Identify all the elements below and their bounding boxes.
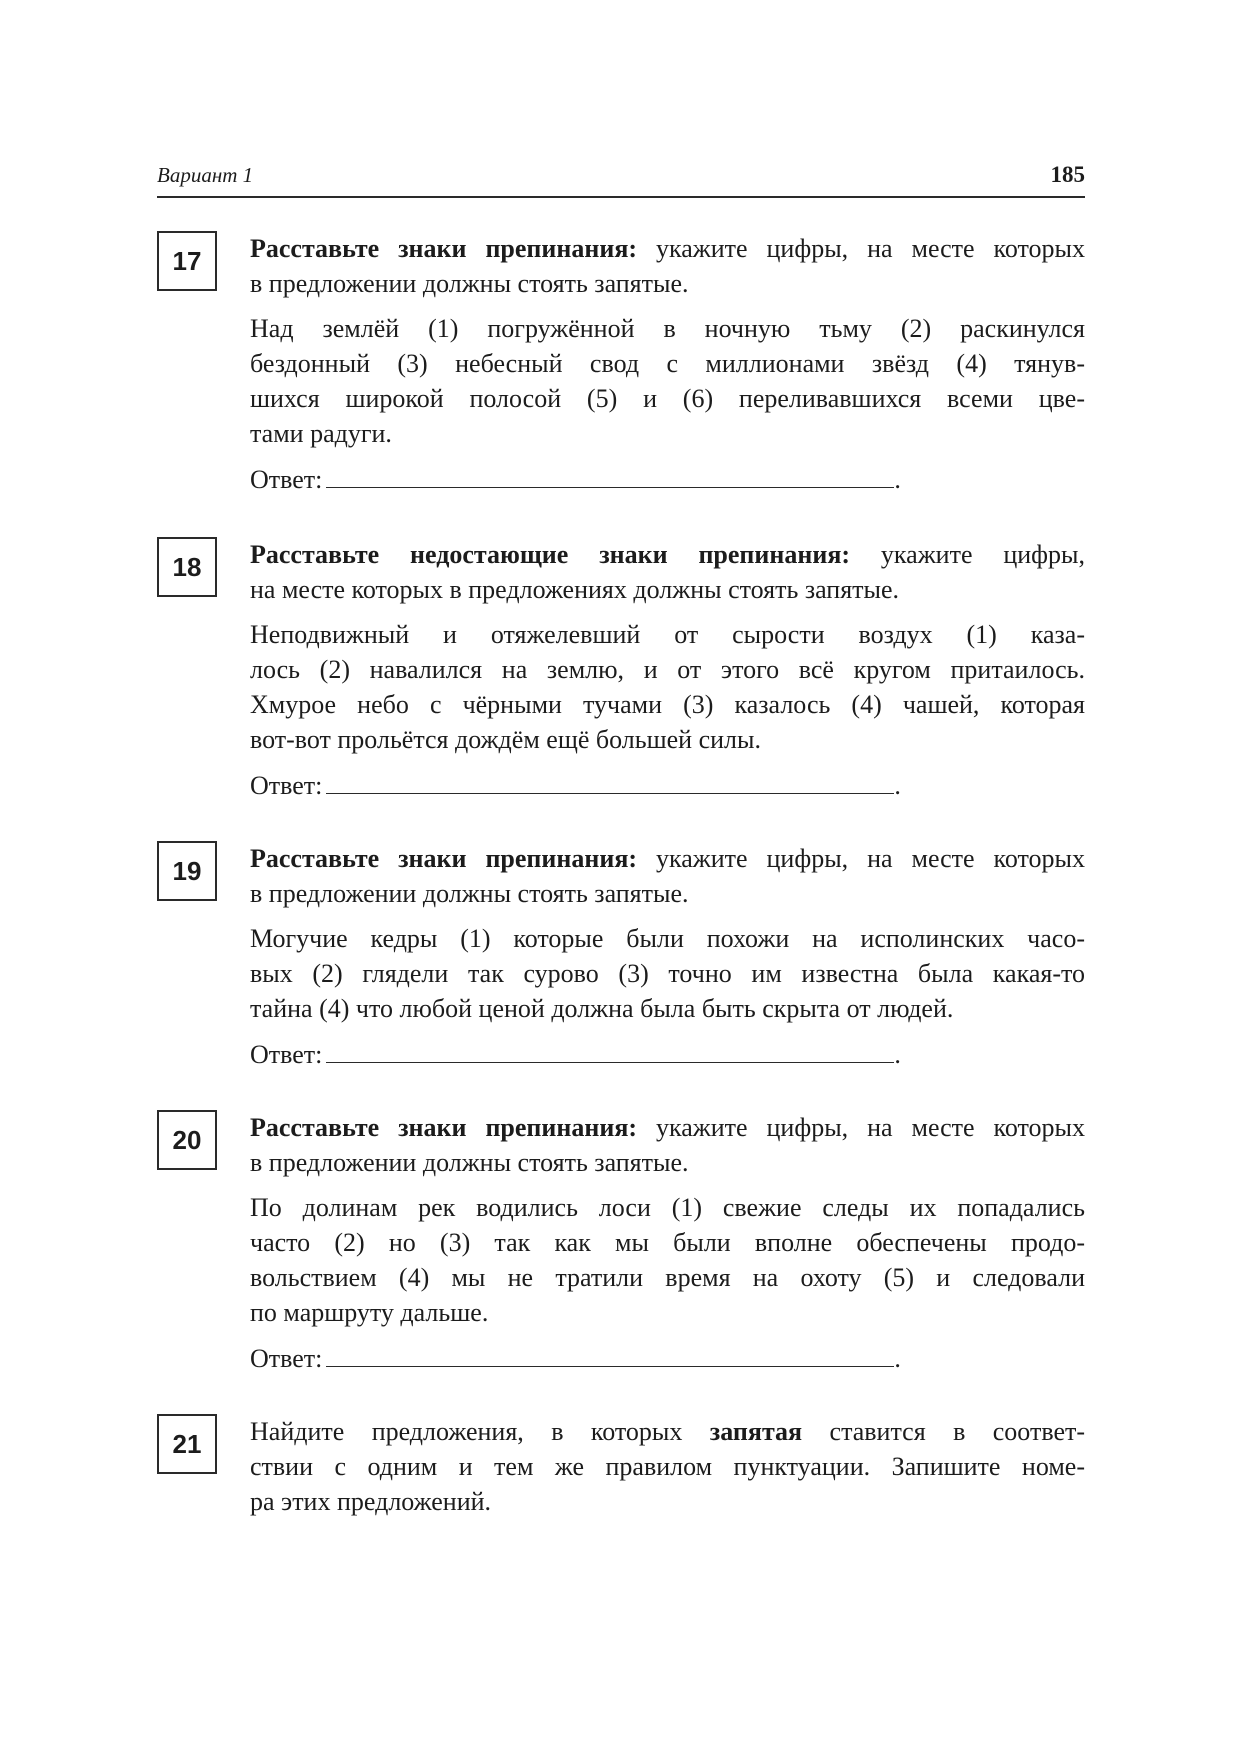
answer-field[interactable] bbox=[326, 1340, 894, 1367]
sentence-line: по маршруту дальше. bbox=[250, 1298, 489, 1327]
sentence-line: лось (2) навалился на землю, и от этого всё кругом притаилось. bbox=[250, 655, 1085, 684]
instruction-text: в предложении должны стоять запятые. bbox=[250, 269, 689, 298]
answer-label: Ответ: bbox=[250, 465, 323, 494]
task-number-box: 17 bbox=[157, 231, 217, 291]
task-body bbox=[250, 1414, 1085, 1529]
answer-field[interactable] bbox=[326, 461, 894, 488]
sentence-line: бездонный (3) небесный свод с миллионами звёзд (4) тянув- bbox=[250, 349, 1085, 378]
instruction-text: ствии с одним и тем же правилом пунктуации. Запишите номе- bbox=[250, 1452, 1085, 1481]
instruction-bold: запятая bbox=[709, 1417, 803, 1446]
answer-label: Ответ: bbox=[250, 1040, 323, 1069]
sentence-line: вых (2) глядели так сурово (3) точно им известна была какая-то bbox=[250, 959, 1085, 988]
sentence-line: тайна (4) что любой ценой должна была быть скрыта от людей. bbox=[250, 994, 954, 1023]
sentence-line: часто (2) но (3) так как мы были вполне обеспечены продо- bbox=[250, 1228, 1085, 1257]
task-body bbox=[250, 1110, 1085, 1375]
task-sentence bbox=[250, 311, 1085, 451]
task-number-box: 20 bbox=[157, 1110, 217, 1170]
answer-row bbox=[250, 767, 1085, 802]
instruction-bold: Расставьте знаки препинания: bbox=[250, 234, 638, 263]
task-instruction bbox=[250, 537, 1085, 607]
instruction-bold: Расставьте знаки препинания: bbox=[250, 844, 638, 873]
instruction-text: укажите цифры, на месте которых bbox=[637, 234, 1085, 263]
sentence-line: Над землёй (1) погружённой в ночную тьму (2) раскинулся bbox=[250, 314, 1085, 343]
task-body bbox=[250, 537, 1085, 802]
page-header bbox=[157, 160, 1085, 198]
sentence-line: Хмурое небо с чёрными тучами (3) казалось (4) чашей, которая bbox=[250, 690, 1085, 719]
task-body bbox=[250, 231, 1085, 496]
answer-label: Ответ: bbox=[250, 771, 323, 800]
answer-field[interactable] bbox=[326, 1036, 894, 1063]
task-instruction bbox=[250, 1414, 1085, 1519]
answer-label: Ответ: bbox=[250, 1344, 323, 1373]
sentence-line: По долинам рек водились лоси (1) свежие следы их попадались bbox=[250, 1193, 1085, 1222]
task-instruction bbox=[250, 841, 1085, 911]
instruction-text: на месте которых в предложениях должны стоять запятые. bbox=[250, 575, 900, 604]
instruction-bold: Расставьте недостающие знаки препинания: bbox=[250, 540, 851, 569]
sentence-line: тами радуги. bbox=[250, 419, 392, 448]
answer-field[interactable] bbox=[326, 767, 894, 794]
sentence-line: вот-вот прольётся дождём ещё большей силы. bbox=[250, 725, 761, 754]
instruction-text: ра этих предложений. bbox=[250, 1487, 492, 1516]
sentence-line: Могучие кедры (1) которые были похожи на исполинских часо- bbox=[250, 924, 1085, 953]
instruction-text: в предложении должны стоять запятые. bbox=[250, 1148, 689, 1177]
instruction-text: Найдите предложения, в которых bbox=[250, 1417, 710, 1446]
answer-period: . bbox=[894, 1344, 901, 1373]
answer-period: . bbox=[894, 465, 901, 494]
task-instruction bbox=[250, 231, 1085, 301]
task-number-box: 21 bbox=[157, 1414, 217, 1474]
sentence-line: Неподвижный и отяжелевший от сырости воздух (1) каза- bbox=[250, 620, 1085, 649]
task-instruction bbox=[250, 1110, 1085, 1180]
instruction-text: в предложении должны стоять запятые. bbox=[250, 879, 689, 908]
task-sentence bbox=[250, 921, 1085, 1026]
sentence-line: вольствием (4) мы не тратили время на охоту (5) и следовали bbox=[250, 1263, 1085, 1292]
task-number-box: 18 bbox=[157, 537, 217, 597]
task-sentence bbox=[250, 617, 1085, 757]
task-body bbox=[250, 841, 1085, 1071]
answer-row bbox=[250, 461, 1085, 496]
instruction-bold: Расставьте знаки препинания: bbox=[250, 1113, 638, 1142]
answer-period: . bbox=[894, 771, 901, 800]
answer-row bbox=[250, 1036, 1085, 1071]
instruction-text: ставится в соответ- bbox=[802, 1417, 1086, 1446]
answer-row bbox=[250, 1340, 1085, 1375]
task-number-box: 19 bbox=[157, 841, 217, 901]
sentence-line: шихся широкой полосой (5) и (6) переливавшихся всеми цве- bbox=[250, 384, 1085, 413]
task-sentence bbox=[250, 1190, 1085, 1330]
page-number: 185 bbox=[1050, 162, 1085, 187]
variant-title: Вариант 1 bbox=[157, 163, 254, 187]
instruction-text: укажите цифры, на месте которых bbox=[637, 1113, 1085, 1142]
answer-period: . bbox=[894, 1040, 901, 1069]
instruction-text: укажите цифры, на месте которых bbox=[637, 844, 1085, 873]
instruction-text: укажите цифры, bbox=[850, 540, 1085, 569]
